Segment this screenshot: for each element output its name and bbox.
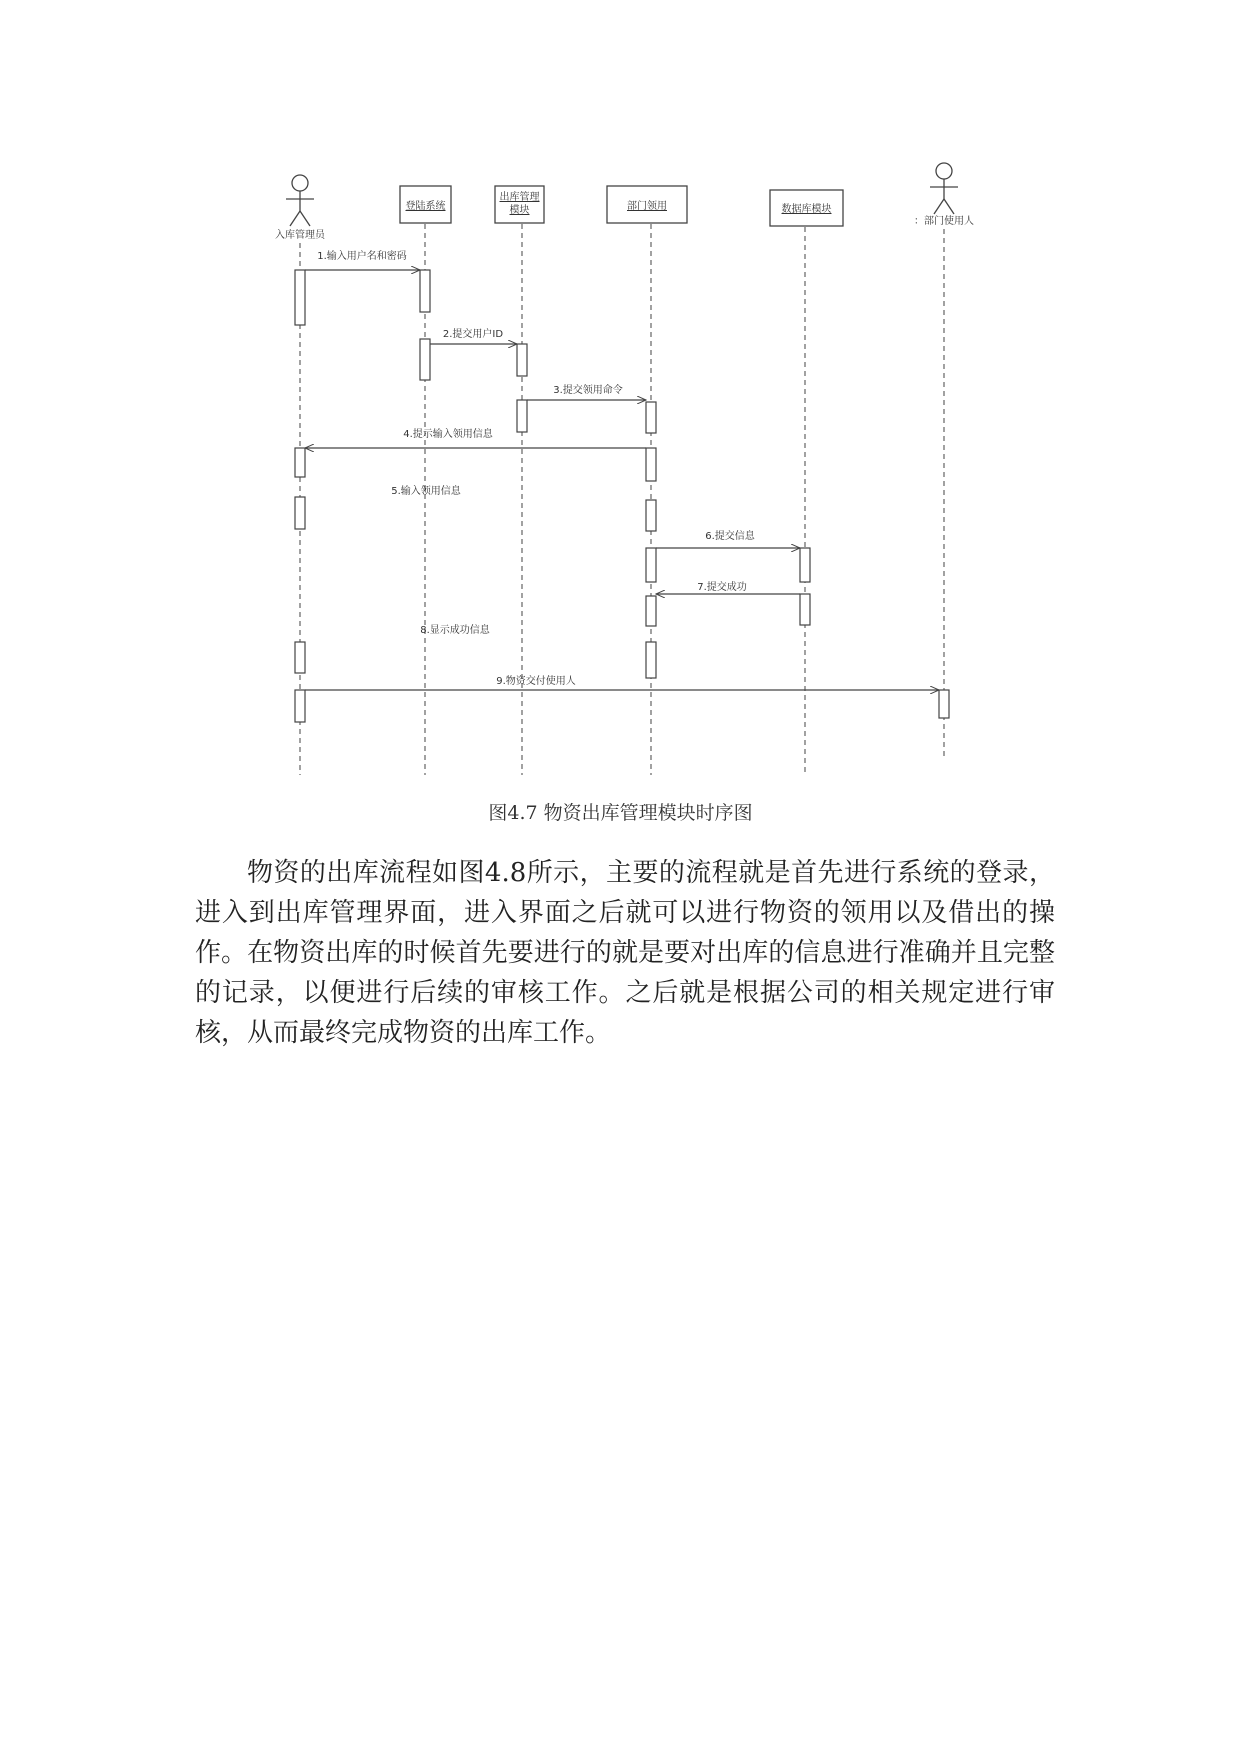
activation-bar <box>295 642 305 673</box>
activation-bar <box>646 500 656 531</box>
message-label: 5.输入领用信息 <box>391 486 461 497</box>
participant-box <box>607 186 687 223</box>
message-label: 4.提示输入领用信息 <box>403 429 493 440</box>
sequence-diagram <box>0 0 1241 790</box>
activation-bar <box>646 596 656 626</box>
activation-bar <box>646 402 656 433</box>
activation-bar <box>800 548 810 582</box>
participant-box <box>770 190 843 226</box>
participant-box <box>400 186 451 223</box>
message-label: 3.提交领用命令 <box>553 385 623 396</box>
body-paragraph: 物资的出库流程如图4.8所示，主要的流程就是首先进行系统的登录，进入到出库管理界面，进入界面之后就可以进行物资的领用以及借出的操作。在物资出库的时候首先要进行的就是要对出库的信息进行准确并且完整的记录，以便进行后续的审核工作。之后就是根据公司的相关规定进行审核，从而最终完成物资的出库工作。 <box>195 858 1055 1048</box>
actor-stick-figure <box>286 175 314 226</box>
participant-label: ：部门使用人 <box>914 216 974 227</box>
activation-bar <box>295 497 305 529</box>
message-arrows <box>305 270 939 690</box>
participant-label: 入库管理员 <box>275 230 325 241</box>
participant-label: 部门领用 <box>627 201 667 212</box>
activation-bar <box>517 400 527 432</box>
activation-bar <box>420 339 430 380</box>
actor-stick-figure <box>930 163 958 214</box>
activation-bar <box>646 448 656 481</box>
activation-bar <box>517 344 527 376</box>
message-label: 8.显示成功信息 <box>420 625 490 636</box>
activation-bar <box>646 548 656 582</box>
activation-bar <box>800 594 810 625</box>
participant-box <box>495 186 544 223</box>
message-label: 7.提交成功 <box>697 582 747 593</box>
activation-bar <box>939 690 949 718</box>
participant-label: 登陆系统 <box>405 201 446 212</box>
activation-bar <box>420 270 430 312</box>
activation-bar <box>295 690 305 722</box>
lifelines <box>300 224 944 775</box>
participant-label: 模块 <box>509 205 530 216</box>
activation-bar <box>295 448 305 477</box>
message-label: 2.提交用户ID <box>442 329 504 340</box>
activation-bar <box>646 642 656 678</box>
activation-bar <box>295 270 305 325</box>
participant-label: 出库管理 <box>499 192 540 203</box>
message-label: 1.输入用户名和密码 <box>317 251 407 262</box>
message-label: 9.物资交付使用人 <box>496 676 576 687</box>
participant-label: 数据库模块 <box>781 204 832 215</box>
figure-caption: 图4.7 物资出库管理模块时序图 <box>488 802 753 824</box>
message-label: 6.提交信息 <box>705 531 755 542</box>
